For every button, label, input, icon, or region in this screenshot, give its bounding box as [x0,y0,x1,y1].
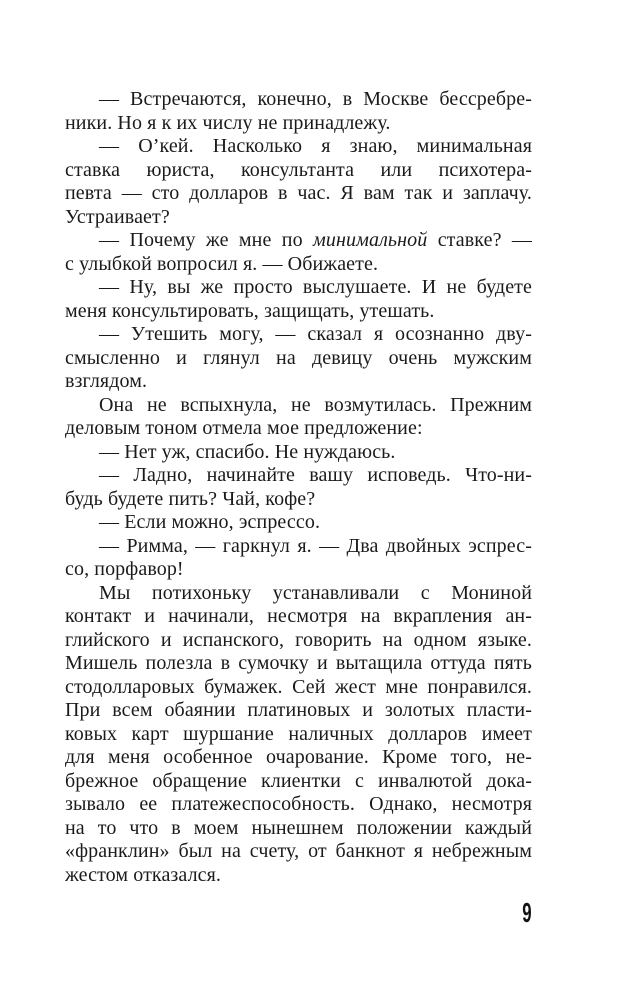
paragraph [65,464,532,511]
text-line: с улыбкой вопросил я. — Обижаете. [65,252,379,275]
text-line: Мы потихоньку устанавливали с Мониной [99,581,532,604]
text-line: взглядом. [65,370,148,392]
text-line: жестом отказался. [65,863,222,886]
paragraph [65,441,532,465]
page-text [65,88,532,887]
paragraph [65,394,532,441]
text-line: — Нет уж, спасибо. Не нуждаюсь. [99,440,396,463]
text-line: меня консультировать, защищать, утешать. [65,299,435,322]
page-number: 9 [522,897,532,928]
text-line: ковых карт шуршание наличных долларов имеет [65,722,532,745]
text-line: «франклин» был на счету, от банкнот я небрежным [65,840,532,862]
text-line: — Встречаются, конечно, в Москве бессребре- [99,88,532,110]
text-line: певта — сто долларов в час. Я вам так и заплачу. [65,182,532,204]
paragraph [65,229,532,276]
italic-text: минимальной [313,229,428,251]
text-line: деловым тоном отмела мое предложение: [65,417,423,439]
paragraph [65,582,532,888]
text-line: — Если можно, эспрессо. [99,511,321,533]
text-line: ники. Но я к их числу не принадлежу. [65,111,391,134]
paragraph [65,323,532,394]
text-line: зывало ее платежеспособность. Однако, несмотря [65,793,532,815]
text-line: контакт и начинали, несмотря на вкрапления ан- [65,605,532,627]
text-line: смысленно и глянул на девицу очень мужским [65,346,532,369]
text-line: на то что в моем нынешнем положении каждый [65,816,532,839]
paragraph [65,135,532,229]
text-line: будь будете пить? Чай, кофе? [65,487,316,510]
text-line: При всем обаянии платиновых и золотых пласти- [65,699,532,721]
text-line: — О’кей. Насколько я знаю, минимальная [99,135,532,157]
paragraph [65,511,532,535]
text-line: — Утешить могу, — сказал я осознанно дву- [99,323,532,345]
text-line: — Ладно, начинайте вашу исповедь. Что-ни- [99,464,532,486]
text-line: Устраивает? [65,205,170,228]
text-line: стодолларовых бумажек. Сей жест мне понравился. [65,675,532,698]
text-line: для меня особенное очарование. Кроме того, не- [65,746,532,768]
text-line: — Ну, вы же просто выслушаете. И не будете [99,276,532,298]
text-line: — Почему же мне по минимальной ставке? — [99,229,532,251]
text-line: со, порфавор! [65,558,184,580]
paragraph [65,535,532,582]
page-footer [65,899,532,927]
text-line: глийского и испанского, говорить на одном языке. [65,628,532,651]
text-line: ставка юриста, консультанта или психотера- [65,158,532,181]
text-line: Она не вспыхнула, не возмутилась. Прежним [99,393,532,416]
paragraph [65,276,532,323]
paragraph [65,88,532,135]
text-line: Мишель полезла в сумочку и вытащила оттуда пять [65,652,532,674]
text-line: — Римма, — гаркнул я. — Два двойных эспрес- [99,534,532,557]
text-line: брежное обращение клиентки с инвалютой дока- [65,769,532,792]
